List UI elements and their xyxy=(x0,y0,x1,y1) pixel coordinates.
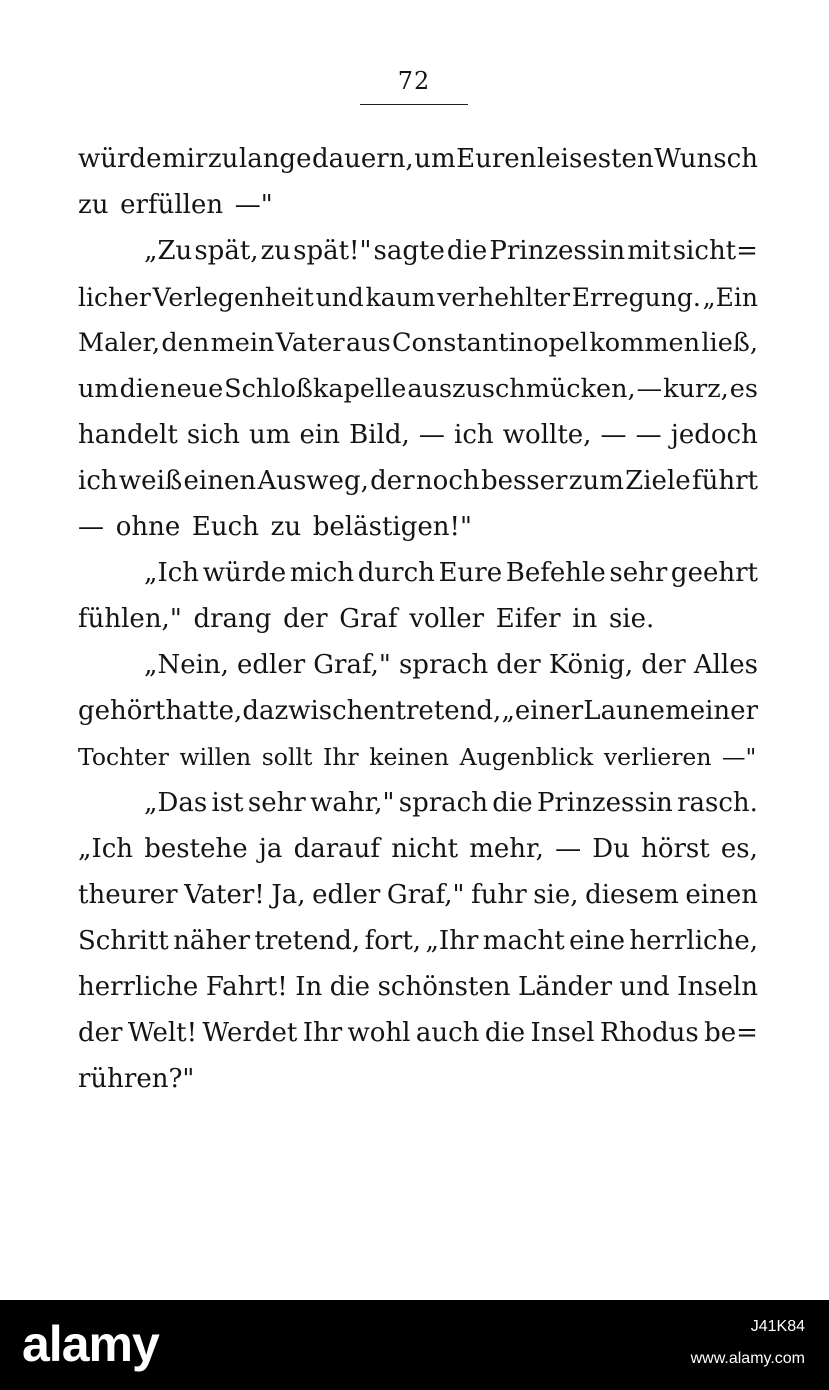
word: licher xyxy=(78,282,151,312)
word: leisesten xyxy=(536,144,654,174)
word: neue xyxy=(160,374,224,404)
text-line xyxy=(78,182,758,228)
word: der xyxy=(496,650,541,680)
word: um xyxy=(414,144,456,174)
word: sollt xyxy=(261,743,313,771)
word: „Zu xyxy=(144,236,193,266)
header-rule xyxy=(360,104,468,105)
word: nicht xyxy=(391,834,459,864)
word: hatte, xyxy=(165,696,243,726)
word: bestehe xyxy=(144,834,248,864)
word: einen xyxy=(183,466,257,496)
text-line xyxy=(78,596,758,642)
word: fuhr xyxy=(471,880,527,910)
word: Inseln xyxy=(677,972,758,1002)
word: ein xyxy=(299,420,340,450)
brand-logo: alamy xyxy=(22,1316,159,1372)
word: — xyxy=(418,420,445,450)
word: handelt xyxy=(78,420,178,450)
word: Verlegenheit xyxy=(152,282,314,312)
word: Befehle xyxy=(505,558,606,588)
word: dauern, xyxy=(311,144,414,174)
word: willen xyxy=(179,743,252,771)
word: der xyxy=(641,650,686,680)
word: Ziele xyxy=(625,466,691,496)
word: es, xyxy=(720,834,758,864)
text-line xyxy=(78,918,758,964)
word: führt xyxy=(691,466,758,496)
text-line xyxy=(78,320,758,366)
word: Bild, xyxy=(349,420,410,450)
word: Eure xyxy=(438,558,503,588)
word: erfüllen xyxy=(120,190,224,220)
word: edler xyxy=(237,650,306,680)
word: mich xyxy=(289,558,355,588)
word: meiner xyxy=(665,696,758,726)
word: spät, xyxy=(194,236,259,266)
body-text xyxy=(78,136,758,1102)
word: dazwischentretend, xyxy=(242,696,502,726)
word: herrliche, xyxy=(629,926,758,956)
text-line xyxy=(78,274,758,320)
word: weiß xyxy=(118,466,183,496)
word: —" xyxy=(234,190,273,220)
word: —" xyxy=(722,743,757,771)
word: Alles xyxy=(693,650,758,680)
word: sagte xyxy=(373,236,445,266)
word: der xyxy=(283,604,328,634)
word: ließ, xyxy=(701,328,758,358)
word: zu xyxy=(270,512,302,542)
word: — xyxy=(635,420,662,450)
word: Schritt xyxy=(78,926,169,956)
text-line xyxy=(78,1056,758,1102)
word: Prinzessin xyxy=(489,236,626,266)
word: Wunsch xyxy=(654,144,758,174)
word: theurer xyxy=(78,880,178,910)
word: sie, xyxy=(533,880,579,910)
word: Euch xyxy=(191,512,259,542)
word: um xyxy=(249,420,291,450)
word: sehr xyxy=(247,788,306,818)
word: König, xyxy=(548,650,634,680)
word: herrliche xyxy=(78,972,199,1002)
word: — xyxy=(600,420,627,450)
word: zu xyxy=(260,236,292,266)
word: in xyxy=(572,604,598,634)
word: Tochter xyxy=(78,743,169,771)
site-url: www.alamy.com xyxy=(690,1350,805,1367)
word: Eifer xyxy=(495,604,561,634)
word: — xyxy=(78,512,104,542)
word: die xyxy=(119,374,160,404)
word: gehört xyxy=(78,696,166,726)
word: sprach xyxy=(398,788,488,818)
word: Maler, xyxy=(78,328,161,358)
word: den xyxy=(161,328,210,358)
word: wohl xyxy=(347,1018,411,1048)
text-line xyxy=(78,228,758,274)
text-line xyxy=(78,1010,758,1056)
word: Rhodus xyxy=(599,1018,699,1048)
text-line xyxy=(78,366,758,412)
word: drang xyxy=(193,604,272,634)
word: Graf xyxy=(339,604,398,634)
word: sich xyxy=(186,420,240,450)
word: Vater! xyxy=(184,880,265,910)
word: Augenblick xyxy=(459,743,594,771)
word: Constantinopel xyxy=(392,328,589,358)
word: die xyxy=(492,788,533,818)
word: ist xyxy=(211,788,244,818)
word: kurz, xyxy=(663,374,729,404)
word: sehr xyxy=(609,558,668,588)
text-line xyxy=(78,872,758,918)
word: „Nein, xyxy=(144,650,229,680)
word: einen xyxy=(685,880,758,910)
word: Schloßkapelle xyxy=(224,374,407,404)
word: und xyxy=(619,972,670,1002)
text-line xyxy=(78,458,758,504)
word: wollte, xyxy=(502,420,592,450)
word: durch xyxy=(357,558,435,588)
word: die xyxy=(446,236,488,266)
word: die xyxy=(484,1018,526,1048)
word: Ihr xyxy=(302,1018,343,1048)
word: „Ich xyxy=(144,558,200,588)
word: ohne xyxy=(115,512,181,542)
word: be= xyxy=(704,1018,758,1048)
word: würde xyxy=(202,558,287,588)
image-id: J41K84 xyxy=(750,1318,805,1335)
word: spät!" xyxy=(293,236,372,266)
word: — xyxy=(636,374,663,404)
word: „Das xyxy=(144,788,208,818)
word: fort, xyxy=(364,926,422,956)
text-line xyxy=(78,964,758,1010)
word: verhehlter xyxy=(437,282,570,312)
word: Du xyxy=(592,834,630,864)
word: es xyxy=(729,374,758,404)
word: Ihr xyxy=(322,743,359,771)
word: aus xyxy=(345,328,391,358)
word: zu xyxy=(78,190,109,220)
text-line xyxy=(78,550,758,596)
word: Euren xyxy=(456,144,537,174)
word: Länder xyxy=(518,972,613,1002)
word: besser xyxy=(480,466,568,496)
word: „Ein xyxy=(702,282,758,312)
word: „Ihr xyxy=(425,926,479,956)
word: lange xyxy=(238,144,312,174)
word: keinen xyxy=(369,743,450,771)
word: hörst xyxy=(641,834,710,864)
word: „einer xyxy=(501,696,584,726)
word: fühlen," xyxy=(78,604,182,634)
word: schönsten xyxy=(377,972,511,1002)
word: tretend, xyxy=(254,926,361,956)
word: mein xyxy=(210,328,275,358)
word: Ausweg, xyxy=(257,466,369,496)
text-line xyxy=(78,780,758,826)
word: mir xyxy=(161,144,208,174)
text-line xyxy=(78,412,758,458)
word: ja xyxy=(258,834,283,864)
word: ich xyxy=(454,420,494,450)
word: diesem xyxy=(585,880,679,910)
word: Vater xyxy=(275,328,345,358)
text-line xyxy=(78,642,758,688)
word: auszuschmücken, xyxy=(407,374,636,404)
word: Graf," xyxy=(313,650,391,680)
word: kaum xyxy=(365,282,436,312)
word: mit xyxy=(627,236,671,266)
word: Prinzessin xyxy=(536,788,673,818)
word: geehrt xyxy=(670,558,758,588)
text-line xyxy=(78,826,758,872)
word: ich xyxy=(78,466,118,496)
text-line xyxy=(78,688,758,734)
word: sie. xyxy=(608,604,655,634)
page-number: 72 xyxy=(397,67,431,95)
text-line xyxy=(78,734,758,780)
word: sicht= xyxy=(672,236,758,266)
word: Werdet xyxy=(202,1018,298,1048)
word: — xyxy=(555,834,582,864)
word: zu xyxy=(207,144,239,174)
word: sprach xyxy=(398,650,489,680)
text-line xyxy=(78,504,758,550)
word: rühren?" xyxy=(78,1064,195,1094)
word: jedoch xyxy=(670,420,758,450)
word: Laune xyxy=(583,696,665,726)
word: näher xyxy=(173,926,250,956)
word: zum xyxy=(568,466,624,496)
word: der xyxy=(370,466,415,496)
word: würde xyxy=(78,144,162,174)
word: voller xyxy=(409,604,485,634)
text-line xyxy=(78,136,758,182)
word: um xyxy=(78,374,119,404)
word: die xyxy=(329,972,371,1002)
word: darauf xyxy=(293,834,381,864)
word: „Ich xyxy=(78,834,134,864)
word: rasch. xyxy=(677,788,758,818)
word: auch xyxy=(415,1018,480,1048)
word: mehr, xyxy=(469,834,544,864)
word: wahr," xyxy=(310,788,395,818)
word: edler xyxy=(312,880,381,910)
word: noch xyxy=(415,466,480,496)
word: eine xyxy=(569,926,625,956)
word: Erregung. xyxy=(571,282,701,312)
word: belästigen!" xyxy=(312,512,472,542)
word: Graf," xyxy=(386,880,465,910)
word: Fahrt! xyxy=(205,972,288,1002)
word: Ja, xyxy=(271,880,306,910)
word: In xyxy=(295,972,323,1002)
word: macht xyxy=(482,926,565,956)
word: kommen xyxy=(589,328,701,358)
word: Insel xyxy=(530,1018,595,1048)
word: verlieren xyxy=(603,743,712,771)
word: und xyxy=(315,282,364,312)
word: der xyxy=(78,1018,123,1048)
watermark-footer xyxy=(0,1300,829,1390)
word: Welt! xyxy=(127,1018,198,1048)
